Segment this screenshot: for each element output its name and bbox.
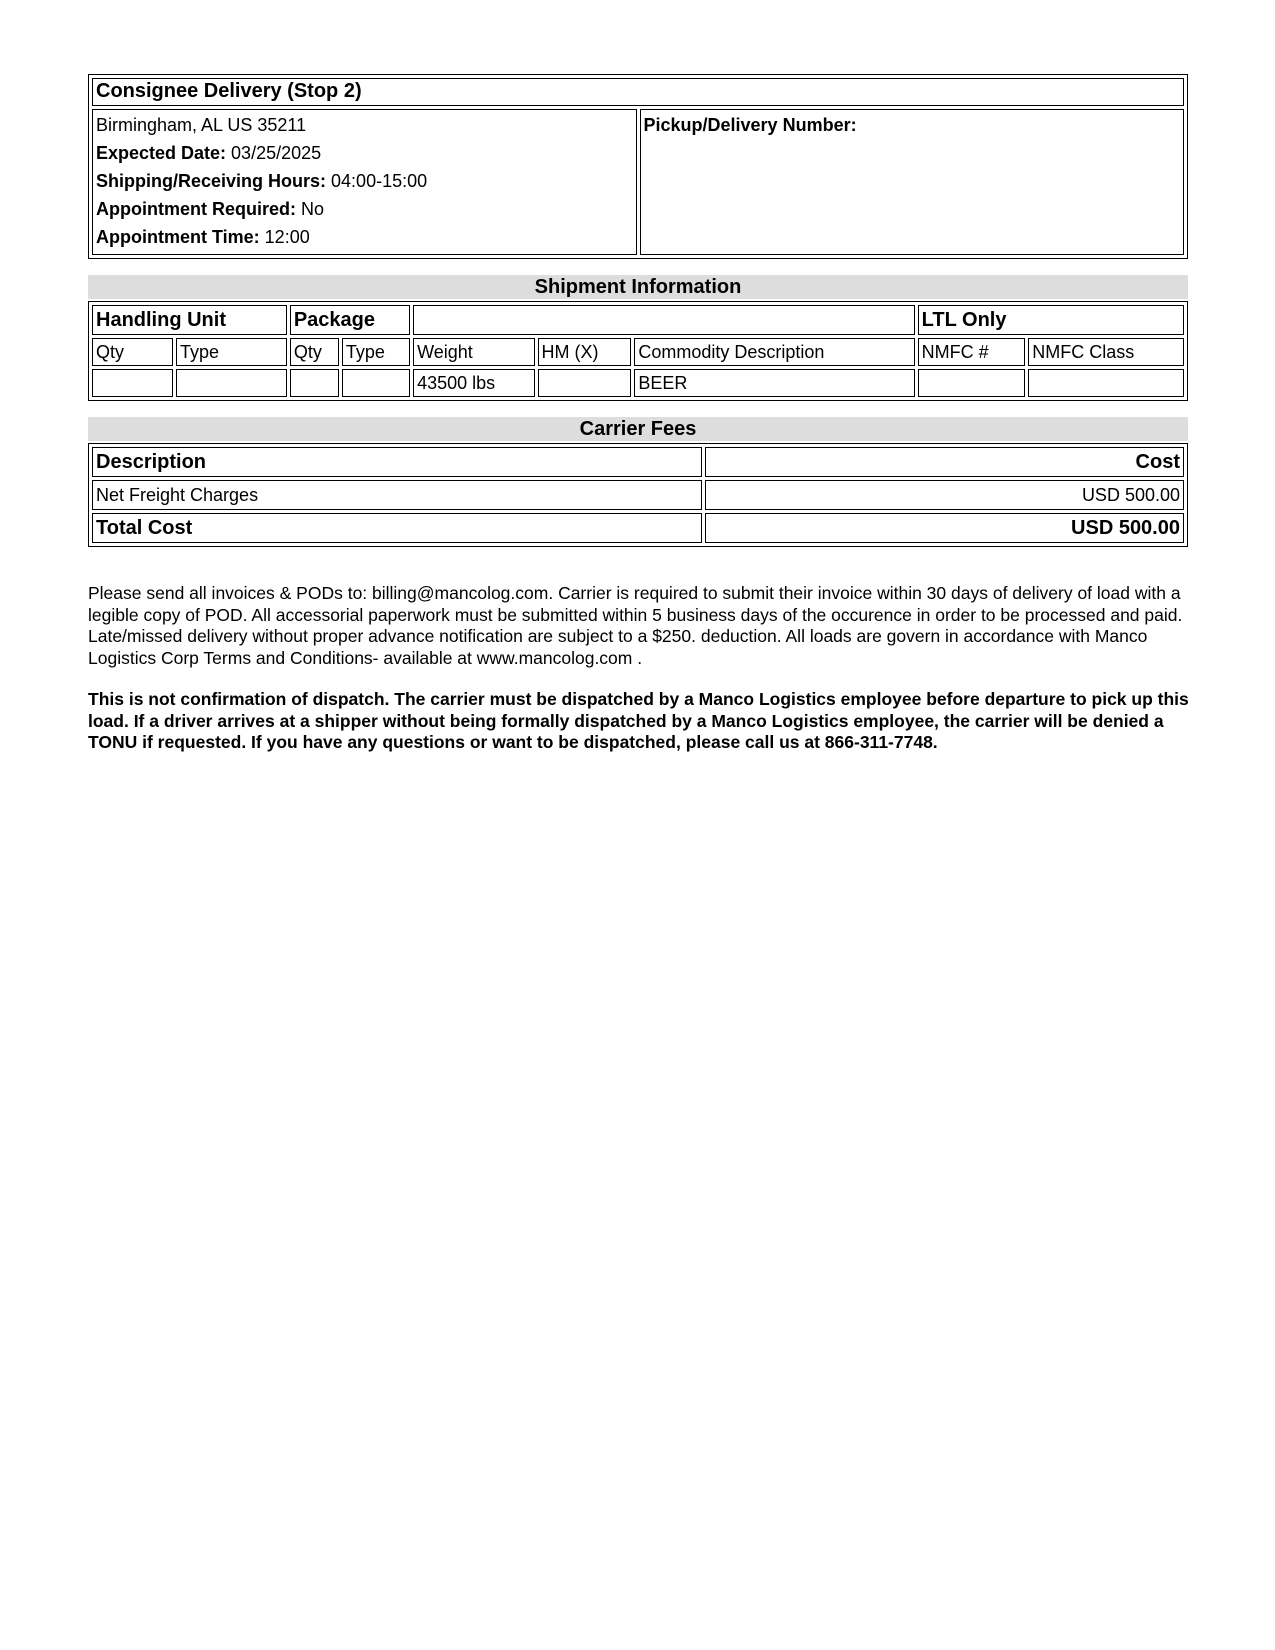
col-pkg-qty: Qty (290, 338, 339, 366)
col-weight: Weight (413, 338, 534, 366)
late-delivery-terms: Late/missed delivery without proper advance notification are subject to a $250. deduction. All loads are govern in accordance with Manco Logistics Corp Terms and Conditions- available at www.mancolog.com . (88, 626, 1148, 668)
package-header: Package (290, 305, 410, 335)
pickup-delivery-label: Pickup/Delivery Number: (643, 115, 857, 135)
col-hm: HM (X) (538, 338, 632, 366)
fees-header-description: Description (92, 447, 702, 477)
hours-label: Shipping/Receiving Hours: (96, 171, 327, 191)
cell-pkg-type (342, 369, 410, 397)
appointment-time-value: 12:00 (259, 227, 310, 247)
consignee-title: Consignee Delivery (Stop 2) (92, 78, 1184, 106)
appointment-time-label: Appointment Time: (96, 227, 260, 247)
col-nmfc-class: NMFC Class (1028, 338, 1184, 366)
cell-nmfc-number (918, 369, 1026, 397)
fees-header-cost: Cost (705, 447, 1184, 477)
blank-group-header (413, 305, 915, 335)
col-hu-type: Type (176, 338, 287, 366)
consignee-details (92, 109, 637, 255)
col-nmfc-number: NMFC # (918, 338, 1026, 366)
dispatch-warning: This is not confirmation of dispatch. The carrier must be dispatched by a Manco Logistics employee before departure to pick up this load. If a driver arrives at a shipper without being formally dispatched by a Manco Logistics employee, the carrier will be denied a TONU if requested. If you have any questions or want to be dispatched, please call us at 866-311-7748. (88, 689, 1189, 752)
invoice-instructions: Please send all invoices & PODs to: billing@mancolog.com. Carrier is required to submit their invoice within 30 days of delivery of load with a legible copy of POD. All accessorial paperwork must be submitted within 5 business days of the occurence in order to be processed and paid. (88, 583, 1183, 625)
shipment-table (88, 301, 1188, 401)
shipment-section-title: Shipment Information (88, 275, 1188, 299)
col-pkg-type: Type (342, 338, 410, 366)
fees-section-title: Carrier Fees (88, 417, 1188, 441)
cell-commodity: BEER (634, 369, 914, 397)
total-cost-label: Total Cost (92, 513, 702, 543)
cell-hm (538, 369, 632, 397)
appointment-required-value: No (296, 199, 325, 219)
fee-cost: USD 500.00 (705, 480, 1184, 510)
cell-hu-type (176, 369, 287, 397)
total-cost-value: USD 500.00 (705, 513, 1184, 543)
cell-hu-qty (92, 369, 173, 397)
appointment-required-label: Appointment Required: (96, 199, 296, 219)
cell-weight: 43500 lbs (413, 369, 534, 397)
cell-pkg-qty (290, 369, 339, 397)
table-row (92, 480, 1184, 510)
table-row (92, 369, 1184, 397)
expected-date-value: 03/25/2025 (226, 143, 322, 163)
col-commodity: Commodity Description (634, 338, 914, 366)
col-hu-qty: Qty (92, 338, 173, 366)
handling-unit-header: Handling Unit (92, 305, 287, 335)
document-page (88, 74, 1188, 754)
ltl-only-header: LTL Only (918, 305, 1184, 335)
fee-description: Net Freight Charges (92, 480, 702, 510)
consignee-address: Birmingham, AL US 35211 (96, 115, 307, 135)
fees-table (88, 443, 1188, 547)
consignee-table (88, 74, 1188, 259)
cell-nmfc-class (1028, 369, 1184, 397)
terms-notes (88, 583, 1198, 754)
expected-date-label: Expected Date: (96, 143, 227, 163)
pickup-delivery-cell (640, 109, 1185, 255)
hours-value: 04:00-15:00 (326, 171, 428, 191)
